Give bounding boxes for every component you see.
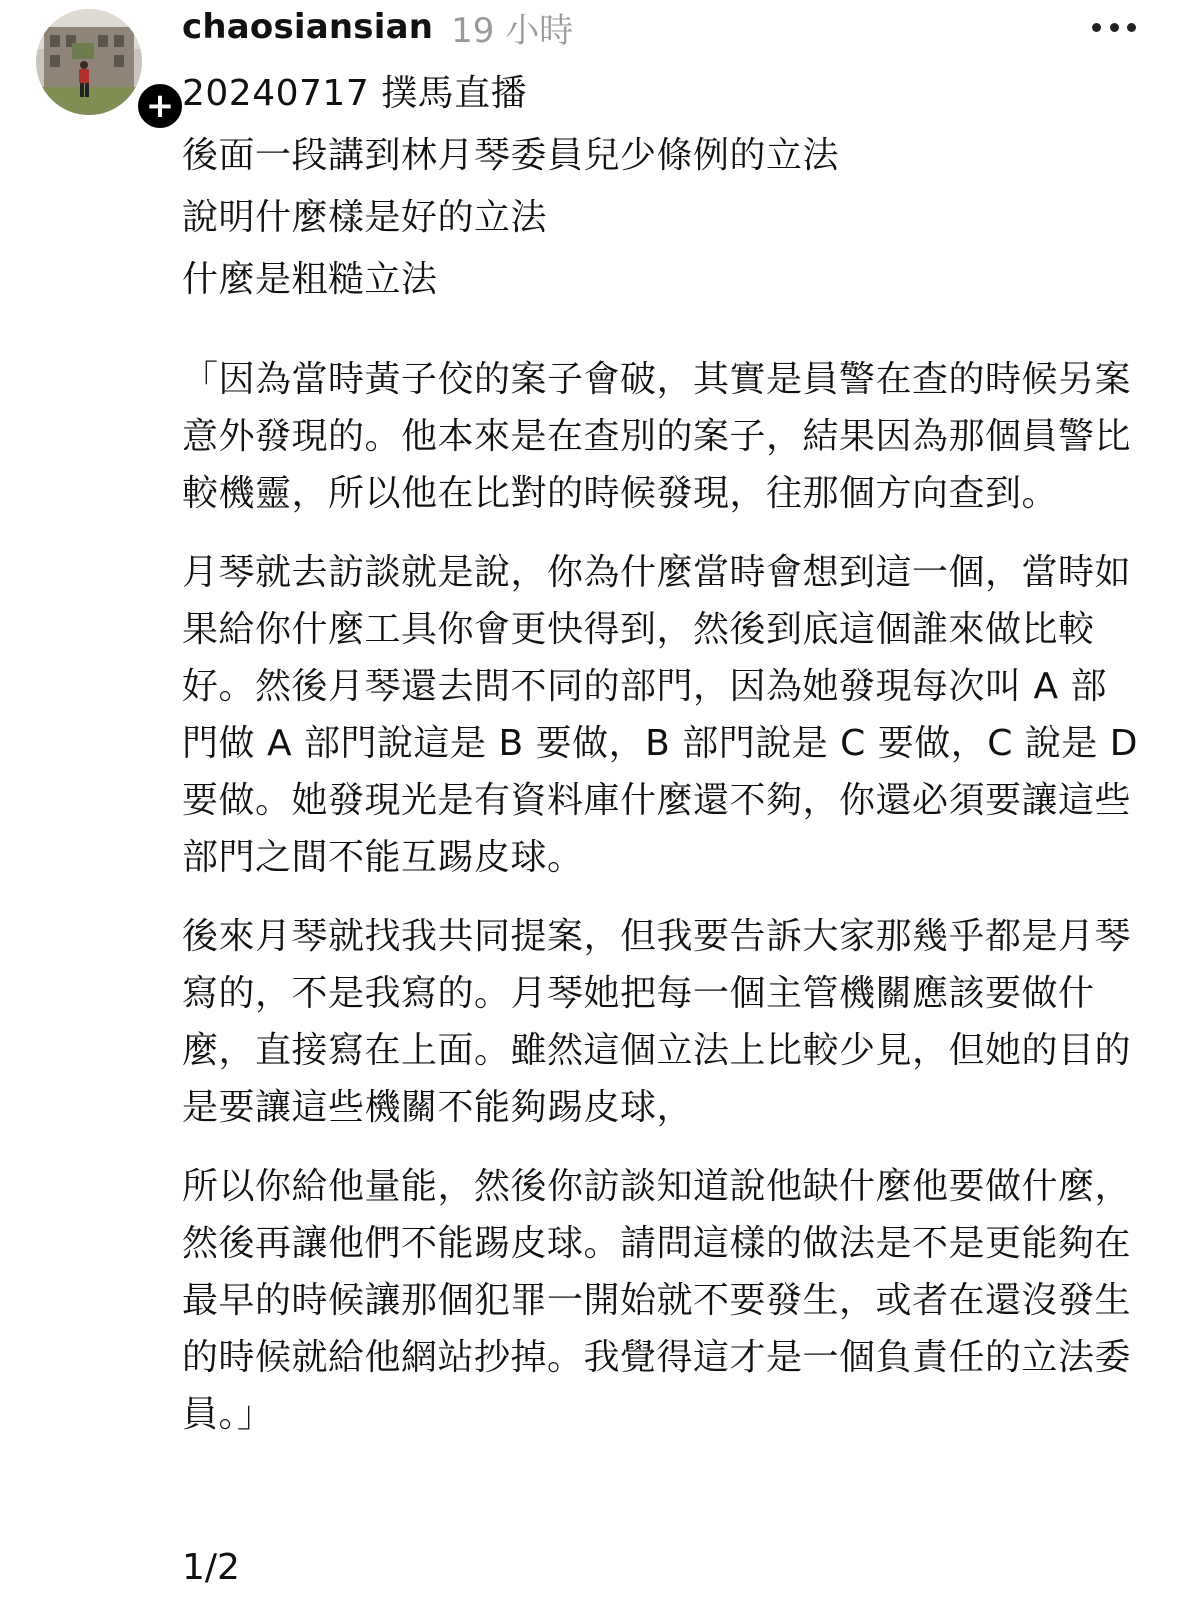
quote-paragraph: 「因為當時黃子佼的案子會破，其實是員警在查的時候另案意外發現的。他本來是在查別的案子，結果因為那個員警比較機靈，所以他在比對的時候發現，往那個方向查到。 [182,359,1132,514]
quote-paragraph: 後來月琴就找我共同提案，但我要告訴大家那幾乎都是月琴寫的，不是我寫的。月琴她把每一個主管機關應該要做什麼，直接寫在上面。雖然這個立法上比較少見，但她的目的是要讓這些機關不能夠踢皮球， [182,916,1132,1128]
follow-plus-button[interactable] [134,80,186,132]
intro-line: 說明什麼樣是好的立法 [182,197,548,238]
avatar-photo [36,9,142,115]
avatar[interactable] [36,9,142,115]
intro-line: 20240717 撲馬直播 [182,73,528,114]
quote-paragraph: 所以你給他量能，然後你訪談知道說他缺什麼他要做什麼，然後再讓他們不能踢皮球。請問這樣的做法是不是更能夠在最早的時候讓那個犯罪一開始就不要發生，或者在還沒發生的時候就給他網站抄掉。我覺得這才是一個負責任的立法委員。」 [182,1166,1132,1435]
more-horizontal-icon [1092,23,1101,32]
post-intro [182,63,1142,311]
avatar-container[interactable] [36,9,175,126]
post-body [182,63,1142,1443]
intro-line: 什麼是粗糙立法 [182,259,438,300]
post-header [182,3,573,51]
username[interactable]: chaosiansian [182,7,434,47]
more-options-button[interactable] [1092,17,1136,37]
post-timestamp: 19 小時 [451,10,574,51]
intro-line: 後面一段講到林月琴委員兒少條例的立法 [182,135,840,176]
quote-paragraph: 月琴就去訪談就是說，你為什麼當時會想到這一個，當時如果給你什麼工具你會更快得到，然後到底這個誰來做比較好。然後月琴還去問不同的部門，因為她發現每次叫 A 部門做 A 部門說這是 B 要做，B 部門說是 C 要做，C 說是 D 要做。她發現光是有資料庫什麼還不夠，你還必須要讓這些部門之間不能互踢皮球。 [182,552,1139,878]
page-indicator: 1/2 [182,1547,240,1588]
plus-icon: + [145,86,175,126]
